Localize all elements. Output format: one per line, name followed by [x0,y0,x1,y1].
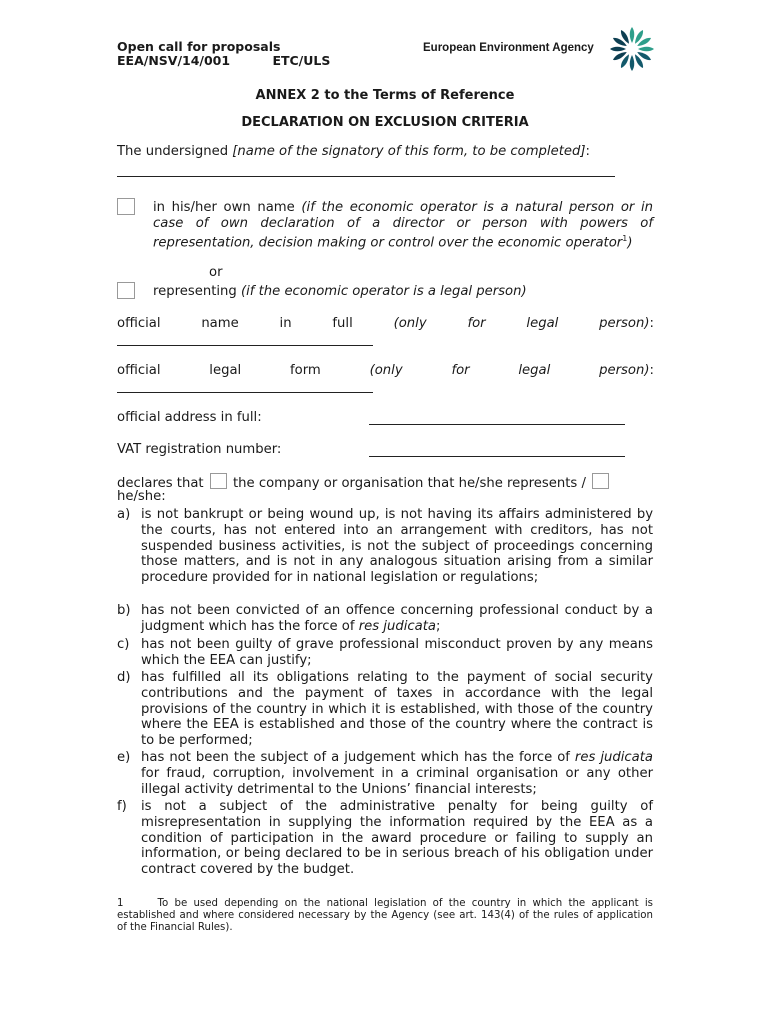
self-option: he/she: [117,489,166,504]
item-text: has not been convicted of an offence concerning professional conduct by a judgment which has the force of [141,603,653,634]
address-field[interactable] [369,424,625,425]
item-text-end: ; [435,618,441,634]
item-label: e) [117,750,131,765]
footnote-text: To be used depending on the national legislation of the country in which the applicant is established and where considered necessary by the Agency (see art. 143(4) of the rules of application of the Financial Rules). [117,898,653,933]
word: legal [526,316,559,331]
word: official [117,316,161,331]
call-title: Open call for proposals [117,39,281,54]
declares-text: declares that [117,476,204,491]
declares-line [117,473,657,492]
item-italic: res judicata [358,618,436,634]
annex-title: ANNEX 2 to the Terms of Reference [255,88,515,103]
undersigned-placeholder: [name of the signatory of this form, to be completed] [232,144,586,159]
word: (only [369,363,403,378]
item-text: is not a subject of the administrative penalty for being guilty of misrepresentation in supplying the information required by the EEA as a condition of participation in the award procedure or failing to supply an information, or being declared to be in serious breach of his obligation under contract covered by the budget. [141,799,653,878]
word: (only [393,316,427,331]
official-form-field[interactable] [117,392,373,393]
footnote-ref: 1 [622,234,628,243]
official-form-label: official legal form (only for legal person): [117,363,654,378]
call-reference: EEA/NSV/14/001 [117,53,231,68]
own-name-label: in his/her own name [153,200,302,215]
vat-field[interactable] [369,456,625,457]
own-name-close: ) [627,235,633,251]
word: form [290,363,321,378]
list-item [117,750,653,797]
word: in [279,316,292,331]
header-left [117,40,330,68]
company-option: the company or organisation that he/she represents / [232,476,586,491]
item-text: is not bankrupt or being wound up, is not having its affairs administered by the courts, has not entered into an arrangement with creditors, has not suspended business activities, is not the subject of proceedings concerning those matters, and is not in any analogous situation arising from a similar procedure provided for in national legislation or regulations; [141,507,653,586]
word: official [117,363,161,378]
footnote-number: 1 [117,898,124,909]
call-code: ETC/ULS [272,53,331,68]
footnote [117,898,653,934]
representing-label: representing [153,284,241,299]
item-text: has not been the subject of a judgement which has the force of [141,750,575,765]
representing-note: (if the economic operator is a legal person) [240,284,527,299]
self-checkbox[interactable] [592,473,609,489]
eea-logo-icon [608,25,656,73]
list-item [117,670,653,749]
own-name-note: (if the economic operator is a natural person or in case of own declaration of a director or person with powers of representation, decision making or control over the economic operator [153,200,653,251]
word: legal [209,363,242,378]
word: for [451,363,470,378]
undersigned-line [117,144,657,160]
declaration-title: DECLARATION ON EXCLUSION CRITERIA [241,115,529,130]
word: for [467,316,486,331]
or-text: or [209,265,223,280]
representing-option [153,284,527,300]
company-checkbox[interactable] [210,473,227,489]
undersigned-text: The undersigned [117,144,233,159]
official-name-label: official name in full (only for legal person): [117,316,654,331]
representing-checkbox[interactable] [117,282,135,299]
item-text-end: for fraud, corruption, involvement in a criminal organisation or any other illegal activity detrimental to the Unions’ financial interests; [141,765,653,797]
word: full [332,316,353,331]
item-label: b) [117,603,131,618]
list-item [117,799,653,878]
list-item [117,603,653,635]
own-name-checkbox[interactable] [117,198,135,215]
item-text: has not been guilty of grave professional misconduct proven by any means which the EEA can justify; [141,637,653,668]
official-name-field[interactable] [117,345,373,346]
item-label: a) [117,507,131,522]
item-italic: res judicata [574,750,653,765]
item-label: f) [117,799,127,814]
list-item [117,507,653,586]
address-label: official address in full: [117,410,262,425]
agency-name: European Environment Agency [423,42,594,54]
vat-label: VAT registration number: [117,442,282,457]
word: name [201,316,239,331]
list-item [117,637,653,669]
signatory-name-field[interactable] [117,176,615,177]
word: legal [518,363,551,378]
undersigned-colon: : [585,144,590,159]
item-label: d) [117,670,131,685]
item-label: c) [117,637,130,652]
item-text: has fulfilled all its obligations relating to the payment of social security contributions and the payment of taxes in accordance with the legal provisions of the country in which it is established, with those of the country where the EEA is established and those of the country where the contract is to be performed; [141,670,653,749]
own-name-option [153,200,653,251]
